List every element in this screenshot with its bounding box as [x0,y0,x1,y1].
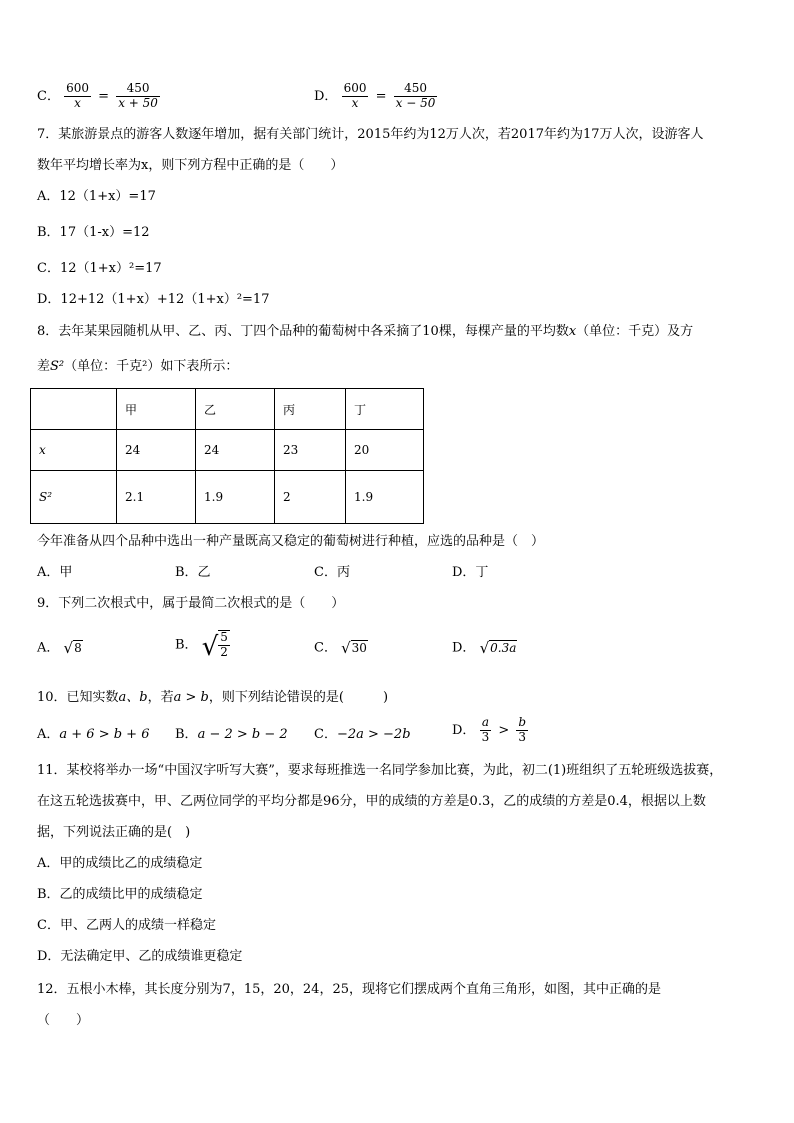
denominator: x − 50 [395,95,436,110]
fraction [394,82,438,111]
sqrt-expression [480,640,518,656]
table-cell: 23 [275,430,346,471]
fraction [342,82,369,111]
table-cell: 20 [346,430,424,471]
q11-stem-line3: 据，下列说法正确的是( ) [37,825,191,840]
equals-sign: = [98,88,110,104]
q10-stem [37,691,388,704]
math-expr: −2a > −2b [336,727,411,742]
option-label: A． [37,727,60,742]
q8-stem-line1 [37,325,693,338]
data-table [30,388,424,524]
q11-stem-line2: 在这五轮选拔赛中，甲、乙两位同学的平均分都是96分，甲的成绩的方差是0.3，乙的成绩的方差是0.4，根据以上数 [37,794,706,809]
fraction [116,82,160,111]
radicand: 30 [351,641,367,655]
q8-stem-line2 [37,360,238,373]
q7-option-b: B．17（1-x）=12 [37,225,150,240]
text: （单位：千克²）如下表所示： [64,359,239,374]
sqrt-expression [202,630,230,660]
table-row [31,471,424,524]
math-var: a、b [118,690,148,705]
math-var: x [568,324,577,339]
q9-option-d [452,640,517,656]
denominator: 3 [516,730,528,745]
q12-stem-line1: 12．五根小木棒，其长度分别为7，15，20，24，25，现将它们摆成两个直角三角形，如图，其中正确的是 [37,982,661,997]
q7-option-c: C．12（1+x）²=17 [37,261,162,276]
q8-option-c: C．丙 [314,565,350,580]
denominator: 2 [220,644,228,659]
q11-stem-line1: 11．某校将举办一场“中国汉字听写大赛”，要求每班推选一名同学参加比赛，为此，初二(1)班组织了五轮班级选拔赛， [37,763,723,778]
option-label: B． [175,727,198,742]
q12-stem-line2: （ ） [37,1013,90,1028]
sqrt-expression [64,640,83,656]
option-label: D． [452,722,476,738]
table-header-cell: 丁 [346,389,424,430]
greater-than-sign: > [498,722,510,738]
q8-question: 今年准备从四个品种中选出一种产量既高又稳定的葡萄树进行种植，应选的品种是（ ） [37,534,545,549]
text: 差 [37,359,51,374]
q9-option-c [314,640,368,656]
q8-option-b: B．乙 [175,565,211,580]
table-header-cell: 乙 [196,389,275,430]
option-label: C． [37,88,60,104]
q6-option-d [314,82,437,111]
text: 10．已知实数 [37,690,119,705]
numerator: 450 [126,81,150,95]
sqrt-expression [341,640,368,656]
text: ，则下列结论错误的是( ) [208,690,389,705]
radicand: 8 [74,641,82,655]
q10-option-d [452,716,528,745]
fraction [516,716,528,745]
table-row-label: x [31,430,117,471]
denominator: 3 [481,729,490,744]
q11-option-b: B．乙的成绩比甲的成绩稳定 [37,887,203,902]
q10-option-a [37,728,149,741]
q7-option-d: D．12+12（1+x）+12（1+x）²=17 [37,292,270,307]
table-cell: 2.1 [117,471,196,524]
q11-option-a: A．甲的成绩比乙的成绩稳定 [37,856,203,871]
q11-option-d: D．无法确定甲、乙的成绩谁更稳定 [37,949,243,964]
numerator: 600 [66,81,89,95]
table-header-cell: 甲 [117,389,196,430]
q6-option-c [37,82,160,111]
q9-stem: 9．下列二次根式中，属于最简二次根式的是（ ） [37,596,345,611]
radical-sign: √ [479,639,490,657]
option-label: C． [314,640,337,656]
denominator: x [64,96,91,111]
option-label: A． [37,640,60,656]
radical-sign: √ [63,639,74,657]
math-expr: a − 2 > b − 2 [197,727,288,742]
table-cell: 24 [196,430,275,471]
text: ，若 [147,690,174,705]
option-label: D． [314,88,338,104]
table-cell [31,389,117,430]
fraction [64,82,91,111]
fraction [218,630,230,660]
numerator: a [481,715,489,729]
numerator: 600 [343,81,367,95]
denominator: x [342,96,369,111]
table-cell: 2 [275,471,346,524]
table-cell: 1.9 [196,471,275,524]
numerator: 5 [220,630,228,644]
q7-option-a: A．12（1+x）=17 [37,189,156,204]
text: 8．去年某果园随机从甲、乙、丙、丁四个品种的葡萄树中各采摘了10棵，每棵产量的平均数 [37,324,569,339]
q7-stem-line1: 7．某旅游景点的游客人数逐年增加，据有关部门统计，2015年约为12万人次，若2017年约为17万人次，设游客人 [37,127,704,142]
option-label: C． [314,727,337,742]
option-label: D． [452,640,476,656]
option-label: B． [175,637,198,653]
q8-option-d: D．丁 [452,565,489,580]
table-header-row [31,389,424,430]
table-row [31,430,424,471]
table-row-label: S² [31,471,117,524]
q8-option-a: A．甲 [37,565,73,580]
q9-option-b [175,630,230,660]
q11-option-c: C．甲、乙两人的成绩一样稳定 [37,918,216,933]
fraction [480,716,492,745]
math-expr: a > b [173,690,209,705]
numerator: 450 [404,81,427,95]
radical-sign: √ [341,639,351,657]
table-cell: 24 [117,430,196,471]
math-var: S² [50,359,65,374]
table-header-cell: 丙 [275,389,346,430]
q10-option-b [175,728,288,741]
text: （单位：千克）及方 [576,324,694,339]
denominator: x + 50 [118,95,158,110]
math-expr: a + 6 > b + 6 [59,727,150,742]
q10-option-c [314,728,411,741]
numerator: b [518,715,527,729]
radicand: 0.3a [490,641,517,655]
radical-sign: √ [201,631,219,662]
q7-stem-line2: 数年平均增长率为x，则下列方程中正确的是（ ） [37,158,344,173]
q9-option-a [37,640,83,656]
table-cell: 1.9 [346,471,424,524]
equals-sign: = [375,88,387,104]
